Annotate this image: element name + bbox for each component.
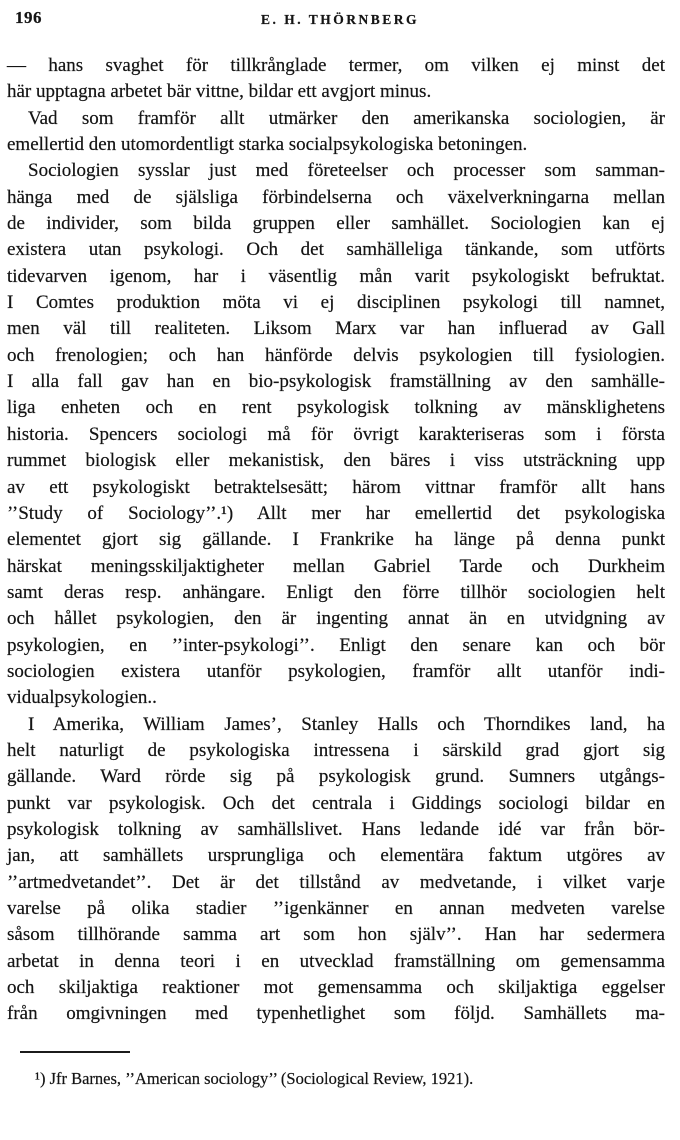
text-line: hänga med de själsliga förbindelserna och växelverkningarna mellan (7, 186, 665, 208)
text-line: emellertid den utomordentligt starka socialpsykologiska betoningen. (7, 134, 528, 156)
text-line: från omgivningen med typenhetlighet som följd. Samhällets ma- (7, 1003, 665, 1025)
text-line: tidevarven igenom, har i väsentlig mån varit psykologiskt befruktat. (7, 265, 665, 287)
text-line: I alla fall gav han en bio-psykologisk framställning av den samhälle- (7, 371, 665, 393)
text-line: såsom tillhörande samma art som hon själv’’. Han har sedermera (7, 924, 665, 946)
text-line: psykologien, en ’’inter-psykologi’’. Enligt den senare kan och bör (7, 634, 665, 656)
footnote-separator (20, 1051, 130, 1053)
text-line: helt naturligt de psykologiska intressena i särskild grad gjort sig (7, 739, 665, 761)
page-number: 196 (15, 8, 42, 27)
text-line: rummet biologisk eller mekanistisk, den bäres i viss utsträckning upp (7, 450, 665, 472)
text-line: elementet gjort sig gällande. I Frankrike ha länge på denna punkt (7, 529, 665, 551)
text-line: historia. Spencers sociologi må för övrigt karakteriseras som i första (7, 423, 665, 445)
footnote-text: ¹) Jfr Barnes, ’’American sociology’’ (Sociological Review, 1921). (35, 1069, 474, 1088)
text-line: liga enheten och en rent psykologisk tolkning av mänsklighetens (7, 397, 665, 419)
text-line: Sociologien sysslar just med företeelser och processer som samman- (28, 160, 665, 182)
text-line: Vad som framför allt utmärker den amerikanska sociologien, är (28, 107, 665, 129)
text-line: och frenologien; och han hänförde delvis psykologien till fysiologien. (7, 344, 665, 366)
text-line: psykologisk tolkning av samhällslivet. Hans ledande idé var från bör- (7, 818, 665, 840)
text-line: och skiljaktiga reaktioner mot gemensamma och skiljaktiga eggelser (7, 977, 665, 999)
text-line: I Comtes produktion möta vi ej disciplinen psykologi till namnet, (7, 292, 665, 314)
text-line: ’’artmedvetandet’’. Det är det tillstånd av medvetande, i vilket varje (7, 871, 665, 893)
body-text (7, 53, 665, 1028)
text-line: ’’Study of Sociology’’.¹) Allt mer har emellertid det psykologiska (7, 502, 665, 524)
text-line: och hållet psykologien, den är ingenting annat än en utvidgning av (7, 608, 665, 630)
text-line: härskat meningsskiljaktigheter mellan Gabriel Tarde och Durkheim (7, 555, 665, 577)
text-line: av ett psykologiskt betraktelsesätt; härom vittnar framför allt hans (7, 476, 665, 498)
text-line: existera utan psykologi. Och det samhälleliga tänkande, som utförts (7, 239, 665, 261)
text-line: I Amerika, William James’, Stanley Halls och Thorndikes land, ha (28, 713, 665, 735)
text-line: vidualpsykologien.. (7, 687, 157, 709)
text-line: punkt var psykologisk. Och det centrala i Giddings sociologi bildar en (7, 792, 665, 814)
text-line: sociologien existera utanför psykologien, framför allt utanför indi- (7, 660, 665, 682)
text-line: de individer, som bilda gruppen eller samhället. Sociologien kan ej (7, 213, 665, 235)
text-line: — hans svaghet för tillkrånglade termer, om vilken ej minst det (7, 55, 665, 76)
text-line: jan, att samhällets ursprungliga och elementära faktum utgöres av (7, 845, 665, 867)
text-line: men väl till realiteten. Liksom Marx var han influerad av Gall (7, 318, 665, 340)
text-line: här upptagna arbetet bär vittne, bildar ett avgjort minus. (7, 81, 432, 103)
text-line: varelse på olika stadier ’’igenkänner en annan medveten varelse (7, 898, 665, 919)
text-line: arbetat in denna teori i en utvecklad framställning om gemensamma (7, 950, 665, 972)
text-line: gällande. Ward rörde sig på psykologisk grund. Sumners utgångs- (7, 766, 665, 788)
running-header: E. H. THÖRNBERG (260, 12, 420, 27)
text-line: samt deras resp. anhängare. Enligt den förre tillhör sociologien helt (7, 581, 665, 603)
